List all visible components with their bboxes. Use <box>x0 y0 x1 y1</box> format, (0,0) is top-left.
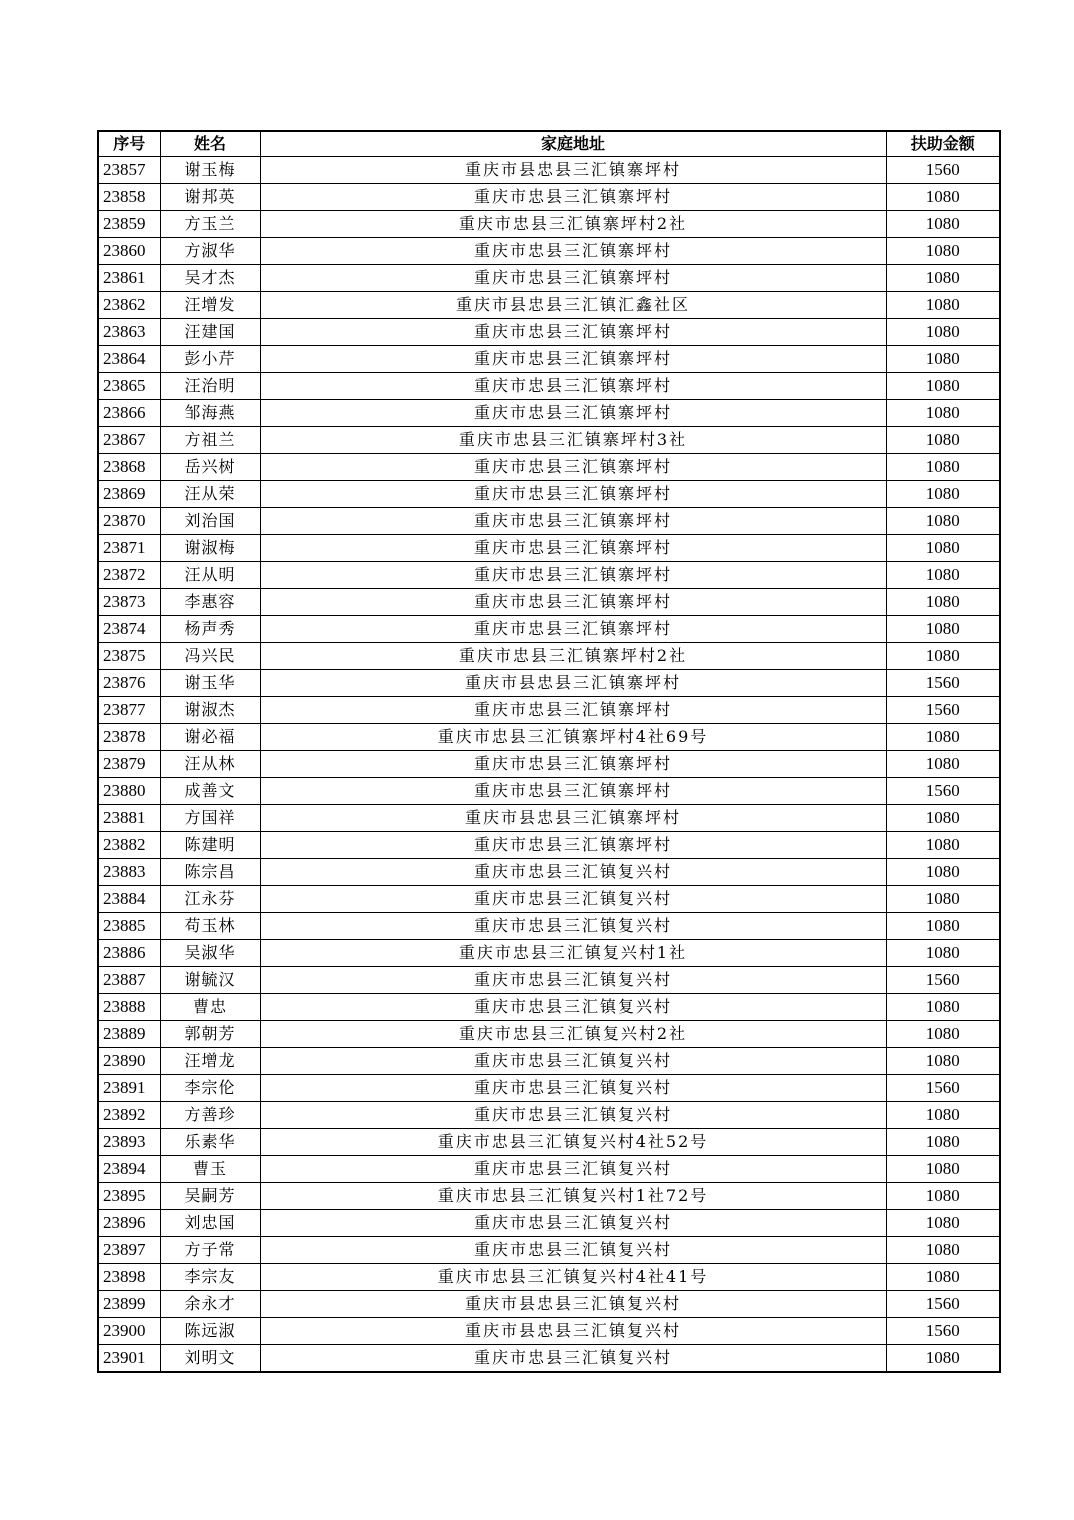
cell-home-address: 重庆市忠县三汇镇寨坪村 <box>260 373 886 400</box>
cell-name: 谢玉梅 <box>160 157 260 184</box>
cell-assistance-amount: 1080 <box>886 1156 1000 1183</box>
cell-assistance-amount: 1080 <box>886 913 1000 940</box>
cell-name: 谢淑梅 <box>160 535 260 562</box>
table-row <box>98 670 1000 697</box>
table-row <box>98 724 1000 751</box>
cell-name: 方善珍 <box>160 1102 260 1129</box>
cell-serial-number: 23876 <box>98 670 160 697</box>
cell-serial-number: 23895 <box>98 1183 160 1210</box>
cell-name: 方玉兰 <box>160 211 260 238</box>
table-row <box>98 1291 1000 1318</box>
cell-assistance-amount: 1560 <box>886 157 1000 184</box>
cell-home-address: 重庆市忠县三汇镇复兴村 <box>260 886 886 913</box>
table-row <box>98 1048 1000 1075</box>
cell-serial-number: 23892 <box>98 1102 160 1129</box>
table-row <box>98 913 1000 940</box>
cell-home-address: 重庆市忠县三汇镇寨坪村 <box>260 589 886 616</box>
cell-home-address: 重庆市县忠县三汇镇复兴村 <box>260 1291 886 1318</box>
cell-name: 岳兴树 <box>160 454 260 481</box>
cell-name: 谢淑杰 <box>160 697 260 724</box>
cell-home-address: 重庆市忠县三汇镇复兴村 <box>260 1102 886 1129</box>
cell-assistance-amount: 1080 <box>886 481 1000 508</box>
cell-assistance-amount: 1560 <box>886 1075 1000 1102</box>
cell-name: 曹玉 <box>160 1156 260 1183</box>
cell-name: 郭朝芳 <box>160 1021 260 1048</box>
cell-assistance-amount: 1080 <box>886 1345 1000 1373</box>
table-row <box>98 1318 1000 1345</box>
cell-assistance-amount: 1080 <box>886 373 1000 400</box>
table-row <box>98 1264 1000 1291</box>
cell-home-address: 重庆市忠县三汇镇复兴村 <box>260 1210 886 1237</box>
cell-home-address: 重庆市县忠县三汇镇寨坪村 <box>260 157 886 184</box>
cell-name: 汪从明 <box>160 562 260 589</box>
cell-serial-number: 23867 <box>98 427 160 454</box>
cell-name: 汪从荣 <box>160 481 260 508</box>
cell-serial-number: 23882 <box>98 832 160 859</box>
cell-serial-number: 23901 <box>98 1345 160 1373</box>
cell-assistance-amount: 1080 <box>886 643 1000 670</box>
cell-serial-number: 23890 <box>98 1048 160 1075</box>
cell-serial-number: 23886 <box>98 940 160 967</box>
cell-serial-number: 23893 <box>98 1129 160 1156</box>
cell-serial-number: 23870 <box>98 508 160 535</box>
cell-name: 乐素华 <box>160 1129 260 1156</box>
cell-name: 汪治明 <box>160 373 260 400</box>
cell-assistance-amount: 1080 <box>886 1021 1000 1048</box>
cell-serial-number: 23869 <box>98 481 160 508</box>
cell-assistance-amount: 1560 <box>886 778 1000 805</box>
cell-assistance-amount: 1080 <box>886 562 1000 589</box>
cell-name: 方子常 <box>160 1237 260 1264</box>
cell-home-address: 重庆市忠县三汇镇寨坪村2社 <box>260 643 886 670</box>
cell-home-address: 重庆市忠县三汇镇寨坪村3社 <box>260 427 886 454</box>
cell-assistance-amount: 1080 <box>886 400 1000 427</box>
cell-home-address: 重庆市忠县三汇镇复兴村1社72号 <box>260 1183 886 1210</box>
cell-assistance-amount: 1560 <box>886 1318 1000 1345</box>
table-body <box>98 157 1000 1373</box>
cell-name: 李惠容 <box>160 589 260 616</box>
cell-home-address: 重庆市忠县三汇镇复兴村 <box>260 1048 886 1075</box>
cell-assistance-amount: 1080 <box>886 589 1000 616</box>
cell-serial-number: 23872 <box>98 562 160 589</box>
table-row <box>98 1021 1000 1048</box>
cell-home-address: 重庆市忠县三汇镇寨坪村 <box>260 562 886 589</box>
cell-home-address: 重庆市忠县三汇镇复兴村 <box>260 967 886 994</box>
cell-assistance-amount: 1080 <box>886 427 1000 454</box>
table-row <box>98 1345 1000 1373</box>
cell-serial-number: 23891 <box>98 1075 160 1102</box>
cell-assistance-amount: 1080 <box>886 292 1000 319</box>
cell-assistance-amount: 1080 <box>886 616 1000 643</box>
table-row <box>98 886 1000 913</box>
cell-name: 谢邦英 <box>160 184 260 211</box>
cell-assistance-amount: 1080 <box>886 454 1000 481</box>
table-row <box>98 832 1000 859</box>
cell-serial-number: 23897 <box>98 1237 160 1264</box>
cell-home-address: 重庆市忠县三汇镇复兴村 <box>260 1237 886 1264</box>
cell-serial-number: 23866 <box>98 400 160 427</box>
table-row <box>98 751 1000 778</box>
assistance-table <box>97 130 1001 1373</box>
table-row <box>98 589 1000 616</box>
header-assistance-amount: 扶助金额 <box>886 131 1000 157</box>
cell-name: 谢毓汉 <box>160 967 260 994</box>
cell-home-address: 重庆市忠县三汇镇寨坪村 <box>260 184 886 211</box>
cell-serial-number: 23885 <box>98 913 160 940</box>
table-header <box>98 131 1000 157</box>
cell-assistance-amount: 1080 <box>886 886 1000 913</box>
cell-home-address: 重庆市忠县三汇镇复兴村4社41号 <box>260 1264 886 1291</box>
cell-serial-number: 23857 <box>98 157 160 184</box>
cell-assistance-amount: 1560 <box>886 670 1000 697</box>
cell-name: 刘忠国 <box>160 1210 260 1237</box>
table-row <box>98 859 1000 886</box>
table-row <box>98 535 1000 562</box>
cell-name: 汪从林 <box>160 751 260 778</box>
table-row <box>98 1075 1000 1102</box>
cell-serial-number: 23861 <box>98 265 160 292</box>
cell-home-address: 重庆市县忠县三汇镇寨坪村 <box>260 670 886 697</box>
cell-name: 曹忠 <box>160 994 260 1021</box>
cell-name: 余永才 <box>160 1291 260 1318</box>
table-row <box>98 967 1000 994</box>
cell-name: 李宗伦 <box>160 1075 260 1102</box>
table-row <box>98 319 1000 346</box>
table-row <box>98 1237 1000 1264</box>
cell-serial-number: 23888 <box>98 994 160 1021</box>
cell-home-address: 重庆市忠县三汇镇寨坪村 <box>260 535 886 562</box>
cell-assistance-amount: 1080 <box>886 859 1000 886</box>
table-row <box>98 265 1000 292</box>
cell-home-address: 重庆市忠县三汇镇复兴村2社 <box>260 1021 886 1048</box>
table-row <box>98 157 1000 184</box>
cell-name: 江永芬 <box>160 886 260 913</box>
cell-serial-number: 23859 <box>98 211 160 238</box>
cell-home-address: 重庆市忠县三汇镇寨坪村 <box>260 400 886 427</box>
cell-serial-number: 23894 <box>98 1156 160 1183</box>
cell-assistance-amount: 1080 <box>886 1264 1000 1291</box>
cell-home-address: 重庆市忠县三汇镇复兴村4社52号 <box>260 1129 886 1156</box>
cell-name: 方国祥 <box>160 805 260 832</box>
cell-serial-number: 23864 <box>98 346 160 373</box>
cell-serial-number: 23887 <box>98 967 160 994</box>
cell-home-address: 重庆市忠县三汇镇复兴村 <box>260 1075 886 1102</box>
header-home-address: 家庭地址 <box>260 131 886 157</box>
cell-name: 杨声秀 <box>160 616 260 643</box>
cell-assistance-amount: 1080 <box>886 1048 1000 1075</box>
table-row <box>98 1102 1000 1129</box>
cell-assistance-amount: 1080 <box>886 211 1000 238</box>
table-row <box>98 616 1000 643</box>
cell-serial-number: 23871 <box>98 535 160 562</box>
table-row <box>98 1129 1000 1156</box>
table-row <box>98 346 1000 373</box>
table-row <box>98 1183 1000 1210</box>
cell-name: 陈远淑 <box>160 1318 260 1345</box>
table-row <box>98 427 1000 454</box>
table-row <box>98 292 1000 319</box>
table-row <box>98 1210 1000 1237</box>
cell-name: 汪增龙 <box>160 1048 260 1075</box>
cell-assistance-amount: 1080 <box>886 346 1000 373</box>
cell-name: 彭小芹 <box>160 346 260 373</box>
cell-assistance-amount: 1560 <box>886 697 1000 724</box>
cell-home-address: 重庆市忠县三汇镇复兴村 <box>260 913 886 940</box>
table-row <box>98 238 1000 265</box>
cell-name: 方淑华 <box>160 238 260 265</box>
cell-serial-number: 23860 <box>98 238 160 265</box>
cell-assistance-amount: 1080 <box>886 238 1000 265</box>
cell-home-address: 重庆市忠县三汇镇寨坪村 <box>260 238 886 265</box>
cell-home-address: 重庆市忠县三汇镇寨坪村 <box>260 454 886 481</box>
table-row <box>98 373 1000 400</box>
cell-assistance-amount: 1080 <box>886 994 1000 1021</box>
cell-serial-number: 23884 <box>98 886 160 913</box>
cell-name: 刘明文 <box>160 1345 260 1373</box>
cell-name: 吴才杰 <box>160 265 260 292</box>
header-row <box>98 131 1000 157</box>
cell-serial-number: 23858 <box>98 184 160 211</box>
cell-name: 李宗友 <box>160 1264 260 1291</box>
table-row <box>98 454 1000 481</box>
table-row <box>98 184 1000 211</box>
table-row <box>98 940 1000 967</box>
cell-assistance-amount: 1080 <box>886 751 1000 778</box>
cell-name: 谢必福 <box>160 724 260 751</box>
cell-serial-number: 23868 <box>98 454 160 481</box>
cell-home-address: 重庆市忠县三汇镇寨坪村 <box>260 481 886 508</box>
table-row <box>98 481 1000 508</box>
cell-name: 吴嗣芳 <box>160 1183 260 1210</box>
cell-serial-number: 23900 <box>98 1318 160 1345</box>
cell-name: 苟玉林 <box>160 913 260 940</box>
cell-name: 吴淑华 <box>160 940 260 967</box>
cell-home-address: 重庆市忠县三汇镇寨坪村 <box>260 697 886 724</box>
cell-home-address: 重庆市县忠县三汇镇汇鑫社区 <box>260 292 886 319</box>
table-row <box>98 562 1000 589</box>
table-row <box>98 1156 1000 1183</box>
table-row <box>98 400 1000 427</box>
cell-home-address: 重庆市忠县三汇镇寨坪村 <box>260 346 886 373</box>
cell-serial-number: 23875 <box>98 643 160 670</box>
header-serial-number: 序号 <box>98 131 160 157</box>
cell-home-address: 重庆市忠县三汇镇寨坪村 <box>260 616 886 643</box>
cell-name: 谢玉华 <box>160 670 260 697</box>
cell-home-address: 重庆市忠县三汇镇复兴村 <box>260 859 886 886</box>
cell-serial-number: 23883 <box>98 859 160 886</box>
cell-home-address: 重庆市忠县三汇镇复兴村 <box>260 1156 886 1183</box>
cell-serial-number: 23880 <box>98 778 160 805</box>
cell-assistance-amount: 1560 <box>886 967 1000 994</box>
cell-serial-number: 23878 <box>98 724 160 751</box>
cell-name: 冯兴民 <box>160 643 260 670</box>
cell-home-address: 重庆市忠县三汇镇寨坪村 <box>260 751 886 778</box>
cell-home-address: 重庆市忠县三汇镇寨坪村 <box>260 508 886 535</box>
cell-assistance-amount: 1080 <box>886 1102 1000 1129</box>
cell-serial-number: 23862 <box>98 292 160 319</box>
cell-serial-number: 23899 <box>98 1291 160 1318</box>
cell-assistance-amount: 1080 <box>886 832 1000 859</box>
cell-home-address: 重庆市忠县三汇镇寨坪村 <box>260 778 886 805</box>
cell-serial-number: 23865 <box>98 373 160 400</box>
header-name: 姓名 <box>160 131 260 157</box>
table-row <box>98 508 1000 535</box>
cell-serial-number: 23874 <box>98 616 160 643</box>
cell-assistance-amount: 1080 <box>886 319 1000 346</box>
cell-name: 陈建明 <box>160 832 260 859</box>
cell-home-address: 重庆市县忠县三汇镇寨坪村 <box>260 805 886 832</box>
cell-assistance-amount: 1080 <box>886 184 1000 211</box>
cell-name: 成善文 <box>160 778 260 805</box>
cell-name: 刘治国 <box>160 508 260 535</box>
cell-assistance-amount: 1080 <box>886 508 1000 535</box>
cell-home-address: 重庆市忠县三汇镇复兴村1社 <box>260 940 886 967</box>
cell-serial-number: 23889 <box>98 1021 160 1048</box>
cell-name: 汪建国 <box>160 319 260 346</box>
cell-assistance-amount: 1080 <box>886 724 1000 751</box>
cell-assistance-amount: 1080 <box>886 535 1000 562</box>
cell-serial-number: 23881 <box>98 805 160 832</box>
table-row <box>98 697 1000 724</box>
cell-serial-number: 23877 <box>98 697 160 724</box>
cell-home-address: 重庆市忠县三汇镇复兴村 <box>260 994 886 1021</box>
cell-assistance-amount: 1080 <box>886 265 1000 292</box>
cell-assistance-amount: 1080 <box>886 1210 1000 1237</box>
cell-name: 陈宗昌 <box>160 859 260 886</box>
table-row <box>98 211 1000 238</box>
cell-serial-number: 23896 <box>98 1210 160 1237</box>
cell-assistance-amount: 1560 <box>886 1291 1000 1318</box>
cell-serial-number: 23879 <box>98 751 160 778</box>
cell-home-address: 重庆市忠县三汇镇寨坪村2社 <box>260 211 886 238</box>
cell-home-address: 重庆市忠县三汇镇寨坪村4社69号 <box>260 724 886 751</box>
cell-home-address: 重庆市忠县三汇镇寨坪村 <box>260 832 886 859</box>
table-row <box>98 994 1000 1021</box>
table-row <box>98 643 1000 670</box>
cell-assistance-amount: 1080 <box>886 1237 1000 1264</box>
cell-serial-number: 23863 <box>98 319 160 346</box>
cell-name: 邹海燕 <box>160 400 260 427</box>
cell-assistance-amount: 1080 <box>886 1129 1000 1156</box>
cell-home-address: 重庆市县忠县三汇镇复兴村 <box>260 1318 886 1345</box>
cell-home-address: 重庆市忠县三汇镇寨坪村 <box>260 319 886 346</box>
cell-serial-number: 23898 <box>98 1264 160 1291</box>
cell-serial-number: 23873 <box>98 589 160 616</box>
cell-assistance-amount: 1080 <box>886 1183 1000 1210</box>
cell-home-address: 重庆市忠县三汇镇复兴村 <box>260 1345 886 1373</box>
cell-assistance-amount: 1080 <box>886 940 1000 967</box>
cell-assistance-amount: 1080 <box>886 805 1000 832</box>
cell-name: 方祖兰 <box>160 427 260 454</box>
table-row <box>98 805 1000 832</box>
table-row <box>98 778 1000 805</box>
cell-name: 汪增发 <box>160 292 260 319</box>
cell-home-address: 重庆市忠县三汇镇寨坪村 <box>260 265 886 292</box>
